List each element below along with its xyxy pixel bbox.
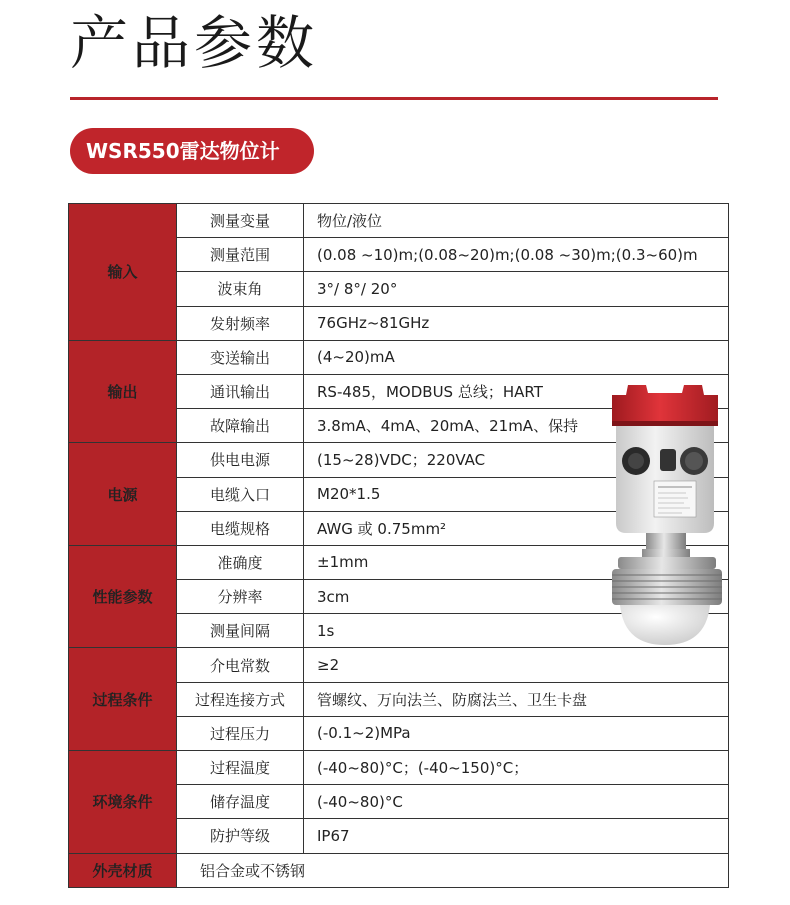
param-label: 防护等级 bbox=[177, 819, 304, 853]
param-value: ±1mm bbox=[304, 545, 729, 579]
param-value: (0.08 ~10)m;(0.08~20)m;(0.08 ~30)m;(0.3~60)m bbox=[304, 238, 729, 272]
param-value: (15~28)VDC；220VAC bbox=[304, 443, 729, 477]
param-value: 3cm bbox=[304, 580, 729, 614]
param-value: RS-485，MODBUS 总线；HART bbox=[304, 374, 729, 408]
param-label: 波束角 bbox=[177, 272, 304, 306]
param-value: 铝合金或不锈钢 bbox=[177, 853, 729, 887]
param-label: 测量间隔 bbox=[177, 614, 304, 648]
category-environment: 环境条件 bbox=[69, 751, 177, 854]
param-label: 通讯输出 bbox=[177, 374, 304, 408]
table-row bbox=[69, 204, 729, 238]
param-label: 电缆规格 bbox=[177, 511, 304, 545]
category-housing: 外壳材质 bbox=[69, 853, 177, 887]
title-divider bbox=[70, 97, 718, 100]
param-label: 介电常数 bbox=[177, 648, 304, 682]
param-value: 3.8mA、4mA、20mA、21mA、保持 bbox=[304, 409, 729, 443]
param-label: 准确度 bbox=[177, 545, 304, 579]
product-name-badge: WSR550雷达物位计 bbox=[70, 128, 314, 174]
param-label: 过程连接方式 bbox=[177, 682, 304, 716]
param-label: 过程压力 bbox=[177, 716, 304, 750]
param-value: IP67 bbox=[304, 819, 729, 853]
table-row bbox=[69, 751, 729, 785]
param-value: ≥2 bbox=[304, 648, 729, 682]
param-label: 故障输出 bbox=[177, 409, 304, 443]
radar-level-meter-image bbox=[606, 383, 724, 645]
param-value: 1s bbox=[304, 614, 729, 648]
param-label: 变送输出 bbox=[177, 340, 304, 374]
param-value: AWG 或 0.75mm² bbox=[304, 511, 729, 545]
param-value: (-40~80)°C；(-40~150)°C； bbox=[304, 751, 729, 785]
page-title: 产品参数 bbox=[70, 9, 319, 77]
param-value: 3°/ 8°/ 20° bbox=[304, 272, 729, 306]
table-row bbox=[69, 853, 729, 887]
param-label: 过程温度 bbox=[177, 751, 304, 785]
category-process: 过程条件 bbox=[69, 648, 177, 751]
param-value: 物位/液位 bbox=[304, 204, 729, 238]
category-performance: 性能参数 bbox=[69, 545, 177, 648]
param-label: 发射频率 bbox=[177, 306, 304, 340]
param-label: 分辨率 bbox=[177, 580, 304, 614]
param-value: (-40~80)°C bbox=[304, 785, 729, 819]
param-value: 管螺纹、万向法兰、防腐法兰、卫生卡盘 bbox=[304, 682, 729, 716]
param-value: 76GHz~81GHz bbox=[304, 306, 729, 340]
table-row bbox=[69, 340, 729, 374]
param-label: 储存温度 bbox=[177, 785, 304, 819]
param-label: 供电电源 bbox=[177, 443, 304, 477]
param-label: 测量范围 bbox=[177, 238, 304, 272]
param-value: (4~20)mA bbox=[304, 340, 729, 374]
param-label: 测量变量 bbox=[177, 204, 304, 238]
param-value: M20*1.5 bbox=[304, 477, 729, 511]
category-power: 电源 bbox=[69, 443, 177, 546]
param-label: 电缆入口 bbox=[177, 477, 304, 511]
table-row bbox=[69, 648, 729, 682]
category-output: 输出 bbox=[69, 340, 177, 443]
param-value: (-0.1~2)MPa bbox=[304, 716, 729, 750]
category-input: 输入 bbox=[69, 204, 177, 341]
